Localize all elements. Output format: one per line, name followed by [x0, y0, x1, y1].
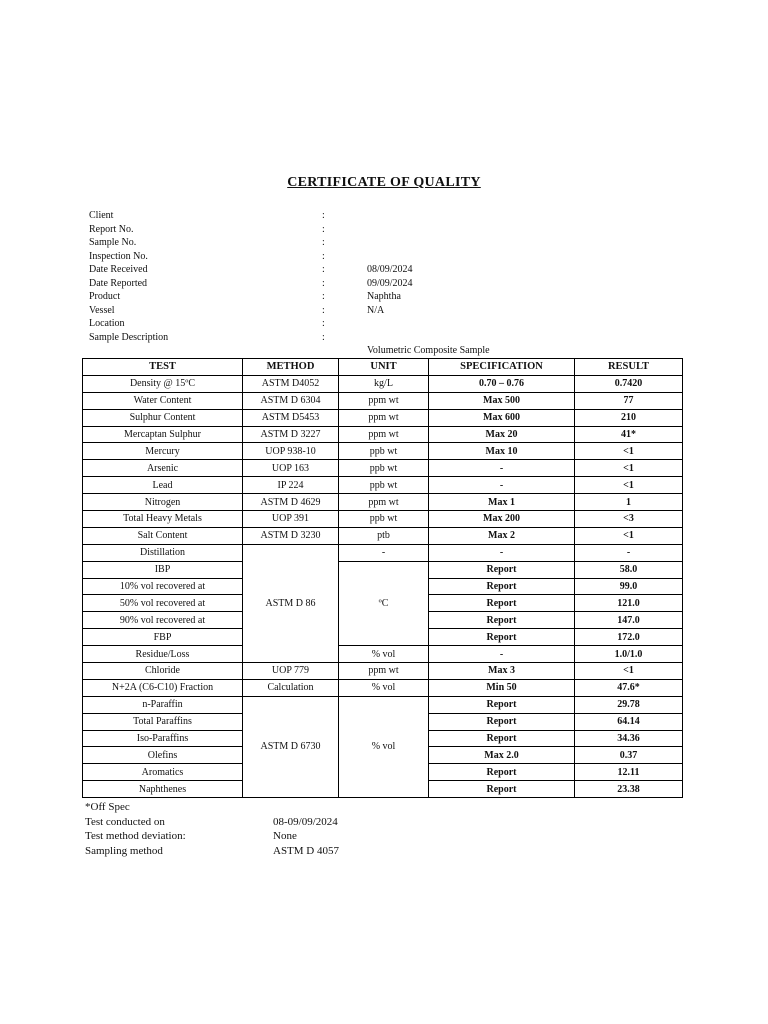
cell-test: Water Content	[83, 392, 243, 409]
footer-label: Test method deviation:	[85, 830, 186, 842]
cell-result: <1	[575, 527, 683, 544]
cell-test: Chloride	[83, 663, 243, 680]
cell-method: IP 224	[243, 477, 339, 494]
cell-unit: ppb wt	[339, 443, 429, 460]
cell-spec: Report	[429, 595, 575, 612]
cell-result: -	[575, 544, 683, 561]
cell-unit-distillation: ºC	[339, 561, 429, 645]
cell-spec: -	[429, 477, 575, 494]
results-table	[82, 358, 683, 798]
cell-method: UOP 779	[243, 663, 339, 680]
info-label: Date Received	[89, 264, 148, 275]
cell-method: ASTM D 3230	[243, 527, 339, 544]
cell-result: 58.0	[575, 561, 683, 578]
cell-method: ASTM D 4629	[243, 494, 339, 511]
cell-spec: -	[429, 646, 575, 663]
cell-spec: 0.70 – 0.76	[429, 375, 575, 392]
cell-test: 90% vol recovered at	[83, 612, 243, 629]
table-row	[83, 460, 683, 477]
table-row	[83, 443, 683, 460]
info-label: Sample No.	[89, 237, 137, 248]
cell-unit: ppm wt	[339, 663, 429, 680]
cell-method: UOP 938-10	[243, 443, 339, 460]
cell-result: 172.0	[575, 629, 683, 646]
info-colon: :	[322, 331, 325, 343]
info-label: Client	[89, 210, 114, 221]
info-label: Sample Description	[89, 331, 169, 343]
cell-spec: Max 10	[429, 443, 575, 460]
cell-method: ASTM D4052	[243, 375, 339, 392]
footer-label: Sampling method	[85, 844, 163, 857]
info-value: N/A	[367, 304, 385, 316]
cell-spec: Max 500	[429, 392, 575, 409]
cell-spec: Max 600	[429, 409, 575, 426]
cell-method: Calculation	[243, 679, 339, 696]
cell-unit: ppb wt	[339, 511, 429, 528]
cell-unit: ppb wt	[339, 477, 429, 494]
info-colon: :	[322, 304, 325, 316]
footer-value: ASTM D 4057	[273, 844, 340, 857]
cell-unit: ppm wt	[339, 426, 429, 443]
cell-result: <1	[575, 477, 683, 494]
cell-result: <1	[575, 443, 683, 460]
cell-test: Naphthenes	[83, 781, 243, 798]
cell-spec: Report	[429, 612, 575, 629]
cell-result: 23.38	[575, 781, 683, 798]
cell-unit: kg/L	[339, 375, 429, 392]
cell-result: 0.7420	[575, 375, 683, 392]
info-label: Vessel	[89, 304, 115, 316]
cell-result: 1.0/1.0	[575, 646, 683, 663]
info-colon: :	[322, 318, 325, 329]
cell-result: 34.36	[575, 730, 683, 747]
cell-result: 29.78	[575, 696, 683, 713]
cell-spec: Min 50	[429, 679, 575, 696]
cell-result: 41*	[575, 426, 683, 443]
table-row	[83, 426, 683, 443]
info-value: 09/09/2024	[367, 277, 413, 289]
header-test: TEST	[83, 359, 243, 376]
footer-value: 08-09/09/2024	[273, 815, 338, 828]
table-row	[83, 392, 683, 409]
cell-unit: ppb wt	[339, 460, 429, 477]
cell-spec: Report	[429, 730, 575, 747]
cell-test: Sulphur Content	[83, 409, 243, 426]
cell-unit: % vol	[339, 646, 429, 663]
cell-result: <1	[575, 663, 683, 680]
document-title: CERTIFICATE OF QUALITY	[287, 175, 481, 190]
cell-test: N+2A (C6-C10) Fraction	[83, 679, 243, 696]
cell-unit: % vol	[339, 679, 429, 696]
cell-test: Distillation	[83, 544, 243, 561]
cell-spec: Max 3	[429, 663, 575, 680]
cell-spec: Max 2	[429, 527, 575, 544]
info-label: Report No.	[89, 223, 134, 235]
cell-test: Salt Content	[83, 527, 243, 544]
cell-test: Lead	[83, 477, 243, 494]
cell-test: Total Heavy Metals	[83, 511, 243, 528]
cell-test: Nitrogen	[83, 494, 243, 511]
table-row	[83, 696, 683, 713]
cell-spec: Max 2.0	[429, 747, 575, 764]
cell-result: 12.11	[575, 764, 683, 781]
cell-unit: -	[339, 544, 429, 561]
cell-spec: Report	[429, 696, 575, 713]
cell-test: Iso-Paraffins	[83, 730, 243, 747]
cell-result: 147.0	[575, 612, 683, 629]
table-row	[83, 494, 683, 511]
cell-method-pona: ASTM D 6730	[243, 696, 339, 797]
header-method: METHOD	[243, 359, 339, 376]
info-label: Inspection No.	[89, 250, 148, 262]
cell-spec: Max 1	[429, 494, 575, 511]
cell-result: 1	[575, 494, 683, 511]
info-colon: :	[322, 210, 325, 221]
info-colon: :	[322, 237, 325, 248]
header-result: RESULT	[575, 359, 683, 376]
cell-test: Mercury	[83, 443, 243, 460]
cell-method: ASTM D5453	[243, 409, 339, 426]
table-row	[83, 663, 683, 680]
cell-test: Density @ 15ºC	[83, 375, 243, 392]
header-specification: SPECIFICATION	[429, 359, 575, 376]
info-colon: :	[322, 277, 325, 289]
cell-method: ASTM D 3227	[243, 426, 339, 443]
cell-method-distillation: ASTM D 86	[243, 544, 339, 662]
cell-test: 50% vol recovered at	[83, 595, 243, 612]
cell-test: FBP	[83, 629, 243, 646]
info-colon: :	[322, 264, 325, 275]
cell-test: Residue/Loss	[83, 646, 243, 663]
cell-unit: ptb	[339, 527, 429, 544]
info-label: Product	[89, 291, 121, 302]
cell-test: Total Paraffins	[83, 713, 243, 730]
cell-spec: Report	[429, 764, 575, 781]
table-row	[83, 527, 683, 544]
cell-method: UOP 163	[243, 460, 339, 477]
cell-result: <1	[575, 460, 683, 477]
cell-unit: ppm wt	[339, 494, 429, 511]
table-row	[83, 511, 683, 528]
info-colon: :	[322, 291, 325, 302]
cell-test: Aromatics	[83, 764, 243, 781]
cell-result: <3	[575, 511, 683, 528]
cell-result: 99.0	[575, 578, 683, 595]
info-colon: :	[322, 223, 325, 235]
cell-test: Arsenic	[83, 460, 243, 477]
table-row	[83, 409, 683, 426]
cell-spec: Report	[429, 781, 575, 798]
cell-unit: ppm wt	[339, 409, 429, 426]
cell-spec: -	[429, 544, 575, 561]
cell-method: ASTM D 6304	[243, 392, 339, 409]
cell-result: 0.37	[575, 747, 683, 764]
cell-spec: Report	[429, 561, 575, 578]
cell-spec: -	[429, 460, 575, 477]
header-unit: UNIT	[339, 359, 429, 376]
table-header-row	[83, 359, 683, 376]
table-row	[83, 561, 683, 578]
info-value: Naphtha	[367, 291, 401, 302]
cell-test: IBP	[83, 561, 243, 578]
cell-test: n-Paraffin	[83, 696, 243, 713]
cell-spec: Max 200	[429, 511, 575, 528]
cell-result: 121.0	[575, 595, 683, 612]
footer-value: None	[273, 830, 297, 842]
info-value: 08/09/2024	[367, 264, 413, 275]
cell-unit: ppm wt	[339, 392, 429, 409]
table-row	[83, 477, 683, 494]
info-label: Location	[89, 318, 125, 329]
footer-label: Test conducted on	[85, 815, 165, 828]
cell-test: 10% vol recovered at	[83, 578, 243, 595]
cell-result: 77	[575, 392, 683, 409]
cell-spec: Report	[429, 713, 575, 730]
cell-test: Mercaptan Sulphur	[83, 426, 243, 443]
off-spec-text: *Off Spec	[85, 801, 130, 813]
info-label: Date Reported	[89, 277, 148, 289]
table-row	[83, 679, 683, 696]
table-row	[83, 544, 683, 561]
cell-spec: Max 20	[429, 426, 575, 443]
cell-test: Olefins	[83, 747, 243, 764]
cell-result: 47.6*	[575, 679, 683, 696]
cell-unit-pona: % vol	[339, 696, 429, 797]
cell-result: 210	[575, 409, 683, 426]
info-colon: :	[322, 250, 325, 262]
cell-result: 64.14	[575, 713, 683, 730]
table-row	[83, 646, 683, 663]
cell-spec: Report	[429, 578, 575, 595]
table-row	[83, 375, 683, 392]
sample-description-value: Volumetric Composite Sample	[367, 345, 490, 356]
cell-method: UOP 391	[243, 511, 339, 528]
cell-spec: Report	[429, 629, 575, 646]
